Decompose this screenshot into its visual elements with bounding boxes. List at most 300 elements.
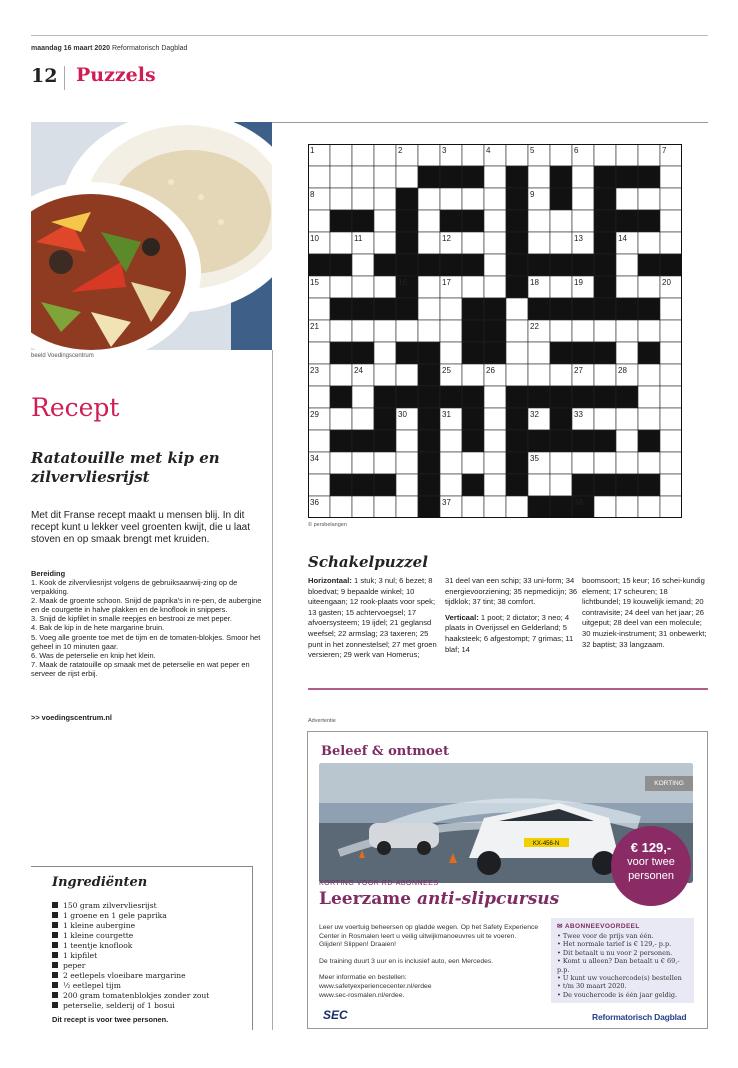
white-cell[interactable]	[660, 342, 682, 364]
white-cell[interactable]	[462, 496, 484, 518]
benefit-item-text: Dit betaalt u nu voor 2 personen.	[562, 948, 673, 957]
column-divider	[272, 350, 273, 1030]
black-cell	[396, 298, 418, 320]
black-cell	[506, 232, 528, 254]
black-cell	[374, 408, 396, 430]
cell-number: 17	[442, 278, 451, 287]
black-cell	[374, 474, 396, 496]
recipe-step: 6. Was de peterselie en knip het klein.	[31, 650, 156, 660]
white-cell[interactable]	[484, 254, 506, 276]
white-cell[interactable]	[330, 232, 352, 254]
black-cell	[506, 188, 528, 210]
black-cell	[638, 474, 660, 496]
white-cell[interactable]	[572, 452, 594, 474]
white-cell[interactable]	[506, 342, 528, 364]
ingredient-item: peper	[52, 961, 252, 971]
black-cell	[462, 298, 484, 320]
black-cell	[440, 210, 462, 232]
white-cell[interactable]	[484, 276, 506, 298]
white-cell[interactable]	[440, 452, 462, 474]
white-cell[interactable]	[352, 386, 374, 408]
cell-number: 34	[310, 454, 319, 463]
white-cell[interactable]	[462, 364, 484, 386]
white-cell[interactable]	[660, 496, 682, 518]
white-cell[interactable]	[616, 430, 638, 452]
black-cell	[616, 298, 638, 320]
black-cell	[506, 386, 528, 408]
white-cell[interactable]	[550, 320, 572, 342]
black-cell	[396, 210, 418, 232]
paper-name: Reformatorisch Dagblad	[111, 45, 188, 52]
top-rule	[31, 35, 708, 36]
white-cell[interactable]	[396, 496, 418, 518]
ingredient-item: 1 kipfilet	[52, 951, 252, 961]
black-cell	[594, 232, 616, 254]
white-cell[interactable]	[616, 320, 638, 342]
black-cell	[462, 166, 484, 188]
white-cell[interactable]	[440, 342, 462, 364]
white-cell[interactable]	[572, 210, 594, 232]
subscriber-benefit-title: ABONNEEVOORDEEL	[564, 923, 640, 930]
ingredient-item: 150 gram zilvervliesrijst	[52, 901, 252, 911]
dateline	[31, 45, 187, 52]
black-cell	[418, 452, 440, 474]
black-cell	[550, 254, 572, 276]
cell-number: 35	[530, 454, 539, 463]
black-cell	[638, 342, 660, 364]
ad-body-3: Meer informatie en bestellen:	[319, 974, 407, 982]
white-cell[interactable]	[484, 232, 506, 254]
section-title: Puzzels	[76, 64, 156, 86]
black-cell	[660, 254, 682, 276]
white-cell[interactable]	[418, 232, 440, 254]
white-cell[interactable]	[352, 276, 374, 298]
black-cell	[462, 386, 484, 408]
white-cell[interactable]	[638, 386, 660, 408]
white-cell[interactable]	[330, 496, 352, 518]
black-cell	[550, 496, 572, 518]
black-cell	[528, 298, 550, 320]
white-cell[interactable]	[550, 452, 572, 474]
recipe-step: 2. Maak de groente schoon. Snijd de paprika’s in re-pen, de aubergine en de courgette in halve plakken en de knoflook in snippers.	[31, 596, 262, 615]
white-cell[interactable]	[550, 210, 572, 232]
cell-number: 27	[574, 366, 583, 375]
white-cell[interactable]	[638, 320, 660, 342]
white-cell[interactable]	[308, 474, 330, 496]
recipe-photo	[31, 122, 272, 350]
black-cell	[594, 254, 616, 276]
white-cell[interactable]	[396, 452, 418, 474]
black-cell	[418, 474, 440, 496]
cell-number: 7	[662, 146, 667, 155]
ingredient-item: 200 gram tomatenblokjes zonder zout	[52, 991, 252, 1001]
white-cell[interactable]	[506, 144, 528, 166]
ingredient-item: 2 eetlepels vloeibare margarine	[52, 971, 252, 981]
black-cell	[440, 254, 462, 276]
black-cell	[330, 254, 352, 276]
ad-url-1[interactable]: www.safetyexperiencecenter.nl/erdee	[319, 982, 432, 990]
white-cell[interactable]	[528, 232, 550, 254]
ingredients-title: Ingrediënten	[52, 875, 148, 890]
ad-headline-b: anti-slipcursus	[416, 889, 560, 909]
white-cell[interactable]	[418, 144, 440, 166]
black-cell	[506, 210, 528, 232]
black-cell	[330, 298, 352, 320]
black-cell	[550, 430, 572, 452]
cell-number: 33	[574, 410, 583, 419]
white-cell[interactable]	[638, 232, 660, 254]
white-cell[interactable]	[352, 188, 374, 210]
white-cell[interactable]	[660, 386, 682, 408]
black-cell	[396, 188, 418, 210]
white-cell[interactable]	[594, 144, 616, 166]
white-cell[interactable]	[594, 320, 616, 342]
benefit-item: • U kunt uw vouchercode(s) bestellen	[557, 974, 688, 982]
white-cell[interactable]	[616, 254, 638, 276]
white-cell[interactable]	[374, 342, 396, 364]
ingredient-item: ½ eetlepel tijm	[52, 981, 252, 991]
black-cell	[330, 386, 352, 408]
ad-title: Beleef & ontmoet	[321, 744, 449, 759]
white-cell[interactable]	[616, 188, 638, 210]
ingredient-item: 1 teentje knoflook	[52, 941, 252, 951]
white-cell[interactable]	[594, 364, 616, 386]
black-cell	[572, 474, 594, 496]
white-cell[interactable]	[396, 474, 418, 496]
benefit-item: • Twee voor de prijs van één.	[557, 932, 688, 940]
white-cell[interactable]	[374, 232, 396, 254]
white-cell[interactable]	[352, 408, 374, 430]
white-cell[interactable]	[462, 232, 484, 254]
black-cell	[572, 430, 594, 452]
black-cell	[550, 408, 572, 430]
white-cell[interactable]	[374, 452, 396, 474]
white-cell[interactable]	[308, 298, 330, 320]
black-cell	[396, 232, 418, 254]
white-cell[interactable]	[550, 232, 572, 254]
white-cell[interactable]	[616, 276, 638, 298]
cell-number: 15	[310, 278, 319, 287]
white-cell[interactable]	[616, 144, 638, 166]
white-cell[interactable]	[330, 364, 352, 386]
white-cell[interactable]	[440, 298, 462, 320]
white-cell[interactable]	[616, 342, 638, 364]
white-cell[interactable]	[616, 496, 638, 518]
white-cell[interactable]	[660, 298, 682, 320]
black-cell	[352, 298, 374, 320]
black-cell	[616, 210, 638, 232]
white-cell[interactable]	[660, 474, 682, 496]
black-cell	[594, 166, 616, 188]
white-cell[interactable]	[440, 188, 462, 210]
black-cell	[506, 276, 528, 298]
white-cell[interactable]	[638, 408, 660, 430]
sec-logo: SEC	[323, 1008, 348, 1022]
white-cell[interactable]	[638, 364, 660, 386]
cell-number: 4	[486, 146, 491, 155]
white-cell[interactable]	[506, 364, 528, 386]
benefit-item	[557, 940, 688, 948]
white-cell[interactable]	[418, 188, 440, 210]
black-cell	[462, 210, 484, 232]
white-cell[interactable]	[330, 408, 352, 430]
white-cell[interactable]	[528, 364, 550, 386]
white-cell[interactable]	[528, 210, 550, 232]
white-cell[interactable]	[440, 474, 462, 496]
cell-number: 6	[574, 146, 579, 155]
white-cell[interactable]	[462, 188, 484, 210]
white-cell[interactable]	[308, 166, 330, 188]
white-cell[interactable]	[352, 452, 374, 474]
white-cell[interactable]	[660, 430, 682, 452]
white-cell[interactable]	[418, 210, 440, 232]
white-cell[interactable]	[506, 496, 528, 518]
recipe-step: 3. Snijd de kipfilet in smalle reepjes en bestrooi ze met peper.	[31, 614, 232, 624]
black-cell	[330, 430, 352, 452]
white-cell[interactable]	[374, 210, 396, 232]
black-cell	[638, 298, 660, 320]
black-cell	[418, 364, 440, 386]
white-cell[interactable]	[330, 188, 352, 210]
clues-column-3	[582, 576, 708, 650]
white-cell[interactable]	[352, 254, 374, 276]
black-cell	[528, 430, 550, 452]
white-cell[interactable]	[352, 144, 374, 166]
white-cell[interactable]	[660, 320, 682, 342]
white-cell[interactable]	[616, 452, 638, 474]
white-cell[interactable]	[418, 276, 440, 298]
black-cell	[418, 342, 440, 364]
white-cell[interactable]	[660, 408, 682, 430]
white-cell[interactable]	[572, 188, 594, 210]
vertical-label-col2: Verticaal:	[445, 612, 479, 622]
black-cell	[550, 298, 572, 320]
price-sub-1: voor twee	[627, 856, 675, 868]
black-cell	[330, 474, 352, 496]
white-cell[interactable]	[396, 320, 418, 342]
cell-number: 24	[354, 366, 363, 375]
white-cell[interactable]	[594, 408, 616, 430]
envelope-icon: ✉	[557, 923, 565, 930]
ad-label: Advertentie	[308, 718, 336, 724]
black-cell	[616, 474, 638, 496]
black-cell	[528, 496, 550, 518]
cell-number: 23	[310, 366, 319, 375]
white-cell[interactable]	[440, 430, 462, 452]
black-cell	[528, 254, 550, 276]
white-cell[interactable]	[352, 320, 374, 342]
ad-url-2[interactable]: www.sec-rosmalen.nl/erdee.	[319, 991, 405, 999]
black-cell	[308, 254, 330, 276]
white-cell[interactable]	[374, 364, 396, 386]
white-cell[interactable]	[374, 144, 396, 166]
black-cell	[374, 298, 396, 320]
black-cell	[616, 166, 638, 188]
black-cell	[484, 298, 506, 320]
black-cell	[352, 342, 374, 364]
recipe-step: 4. Bak de kip in de hete margarine bruin.	[31, 623, 165, 633]
benefit-item	[557, 982, 688, 990]
cell-number: 37	[442, 498, 451, 507]
black-cell	[506, 166, 528, 188]
white-cell[interactable]	[550, 144, 572, 166]
black-cell	[572, 254, 594, 276]
white-cell[interactable]	[374, 496, 396, 518]
ad-kicker: KORTING VOOR RD-ABONNEES	[319, 880, 439, 887]
white-cell[interactable]	[462, 452, 484, 474]
white-cell[interactable]	[660, 364, 682, 386]
benefit-item-text: Het normale tarief is € 129,- p.p.	[562, 940, 672, 949]
white-cell[interactable]	[352, 166, 374, 188]
white-cell[interactable]	[660, 452, 682, 474]
cell-number: 32	[530, 410, 539, 419]
white-cell[interactable]	[506, 298, 528, 320]
recipe-title: Ratatouille met kip en zilvervliesrijst	[31, 449, 220, 486]
cell-number: 30	[398, 410, 407, 419]
horizontal-clues-cont: 31 deel van een schip; 33 uni-form; 34 energievoorziening; 35 nepmedicijn; 36 tijdklok; 37 tint; 38 comfort.	[445, 576, 578, 607]
white-cell[interactable]	[308, 430, 330, 452]
white-cell[interactable]	[572, 320, 594, 342]
white-cell[interactable]	[352, 496, 374, 518]
white-cell[interactable]	[638, 144, 660, 166]
black-cell	[418, 254, 440, 276]
ingredients-note: Dit recept is voor twee personen.	[52, 1015, 169, 1024]
white-cell[interactable]	[374, 276, 396, 298]
white-cell[interactable]	[638, 188, 660, 210]
black-cell	[594, 210, 616, 232]
white-cell[interactable]	[484, 188, 506, 210]
white-cell[interactable]	[506, 320, 528, 342]
white-cell[interactable]	[638, 496, 660, 518]
white-cell[interactable]	[396, 364, 418, 386]
benefit-item: • Komt u alleen? Dan betaalt u € 69,- p.p.	[557, 957, 688, 974]
white-cell[interactable]	[308, 210, 330, 232]
black-cell	[528, 386, 550, 408]
white-cell[interactable]	[330, 452, 352, 474]
clues-column-2	[445, 576, 579, 655]
ad-headline	[319, 889, 559, 909]
cell-number: 10	[310, 234, 319, 243]
white-cell[interactable]	[638, 452, 660, 474]
white-cell[interactable]	[528, 474, 550, 496]
black-cell	[418, 496, 440, 518]
white-cell[interactable]	[572, 166, 594, 188]
white-cell[interactable]	[528, 342, 550, 364]
white-cell[interactable]	[484, 408, 506, 430]
ingredient-item: 1 kleine aubergine	[52, 921, 252, 931]
cell-number: 5	[530, 146, 535, 155]
white-cell[interactable]	[594, 496, 616, 518]
white-cell[interactable]	[418, 298, 440, 320]
black-cell	[440, 166, 462, 188]
benefit-item: • De vouchercode is één jaar geldig.	[557, 991, 688, 999]
black-cell	[330, 210, 352, 232]
white-cell[interactable]	[374, 320, 396, 342]
white-cell[interactable]	[374, 188, 396, 210]
white-cell[interactable]	[484, 166, 506, 188]
black-cell	[506, 452, 528, 474]
white-cell[interactable]	[462, 144, 484, 166]
cell-number: 19	[574, 278, 583, 287]
white-cell[interactable]	[550, 276, 572, 298]
white-cell[interactable]	[484, 474, 506, 496]
recipe-kicker: Recept	[31, 393, 120, 422]
black-cell	[418, 430, 440, 452]
white-cell[interactable]	[462, 276, 484, 298]
cell-number: 26	[486, 366, 495, 375]
cell-number: 2	[398, 146, 403, 155]
black-cell	[462, 342, 484, 364]
black-cell	[550, 166, 572, 188]
white-cell[interactable]	[484, 496, 506, 518]
crossword-grid[interactable]	[308, 144, 682, 518]
vertical-clues-part2: boomsoort; 15 keur; 16 schei-kundig element; 17 scheuren; 18 lichtbundel; 19 kouwelijk iemand; 20 contravisite; 24 deel van het jaar; 26 uitgeput; 28 deel van een molecule; 30 muziek-instrument; 31 onbewerkt; 32 baptist; 33 langzaam.	[582, 576, 707, 649]
white-cell[interactable]	[374, 166, 396, 188]
white-cell[interactable]	[660, 166, 682, 188]
recipe-steps	[31, 578, 269, 678]
benefit-item	[557, 949, 688, 957]
black-cell	[638, 210, 660, 232]
white-cell[interactable]	[660, 232, 682, 254]
white-cell[interactable]	[330, 166, 352, 188]
white-cell[interactable]	[418, 320, 440, 342]
white-cell[interactable]	[550, 474, 572, 496]
black-cell	[440, 386, 462, 408]
white-cell[interactable]	[330, 320, 352, 342]
white-cell[interactable]	[484, 430, 506, 452]
crossword-svg[interactable]	[308, 144, 682, 518]
date: maandag 16 maart 2020	[31, 45, 110, 52]
white-cell[interactable]	[528, 166, 550, 188]
white-cell[interactable]	[330, 276, 352, 298]
white-cell[interactable]	[440, 320, 462, 342]
cell-number: 11	[354, 234, 363, 243]
ad-body-1: Leer uw voertuig beheersen op gladde wegen. Op het Safety Experience Center in Rosmalen leert u veilig uitwijkmanoeuvres uit te voeren. Glijden! Slippen! Draaien!	[319, 924, 539, 949]
white-cell[interactable]	[330, 144, 352, 166]
white-cell[interactable]	[396, 430, 418, 452]
black-cell	[418, 166, 440, 188]
white-cell[interactable]	[594, 452, 616, 474]
white-cell[interactable]	[484, 386, 506, 408]
white-cell[interactable]	[616, 408, 638, 430]
cell-number: 8	[310, 190, 315, 199]
white-cell[interactable]	[308, 386, 330, 408]
puzzle-copyright: © persbelangen	[308, 522, 347, 528]
horizontal-label: Horizontaal:	[308, 576, 352, 585]
white-cell[interactable]	[660, 210, 682, 232]
recipe-link[interactable]: >> voedingscentrum.nl	[31, 713, 112, 722]
white-cell[interactable]	[308, 342, 330, 364]
cell-number: 18	[530, 278, 539, 287]
white-cell[interactable]	[638, 276, 660, 298]
black-cell	[396, 254, 418, 276]
ingredient-item: 1 groene en 1 gele paprika	[52, 911, 252, 921]
cell-number: 31	[442, 410, 451, 419]
white-cell[interactable]	[660, 188, 682, 210]
black-cell	[506, 408, 528, 430]
white-cell[interactable]	[484, 452, 506, 474]
white-cell[interactable]	[396, 166, 418, 188]
ingredient-item: peterselie, selderij of 1 bosui	[52, 1001, 252, 1011]
white-cell[interactable]	[550, 364, 572, 386]
white-cell[interactable]	[484, 210, 506, 232]
horizontal-clues: 1 stuk; 3 nul; 6 bezet; 8 bloedvat; 9 bepaalde winkel; 10 uiteengaan; 12 rook-plaats voor spek; 13 gasten; 15 achtervoegsel; 17 afvoersysteem; 19 ijdel; 21 geglansd weefsel; 22 armslag; 23 taxeren; 25 punt in het zonnestelsel; 27 met groen versieren; 29 werk van Homerus;	[308, 576, 437, 660]
black-cell	[418, 408, 440, 430]
puzzle-title: Schakelpuzzel	[308, 553, 428, 571]
recipe-step: 7. Maak de ratatouille op smaak met de peterselie en wat peper en serveer de rijst erbij.	[31, 659, 250, 678]
black-cell	[462, 408, 484, 430]
section-rule	[308, 688, 708, 690]
